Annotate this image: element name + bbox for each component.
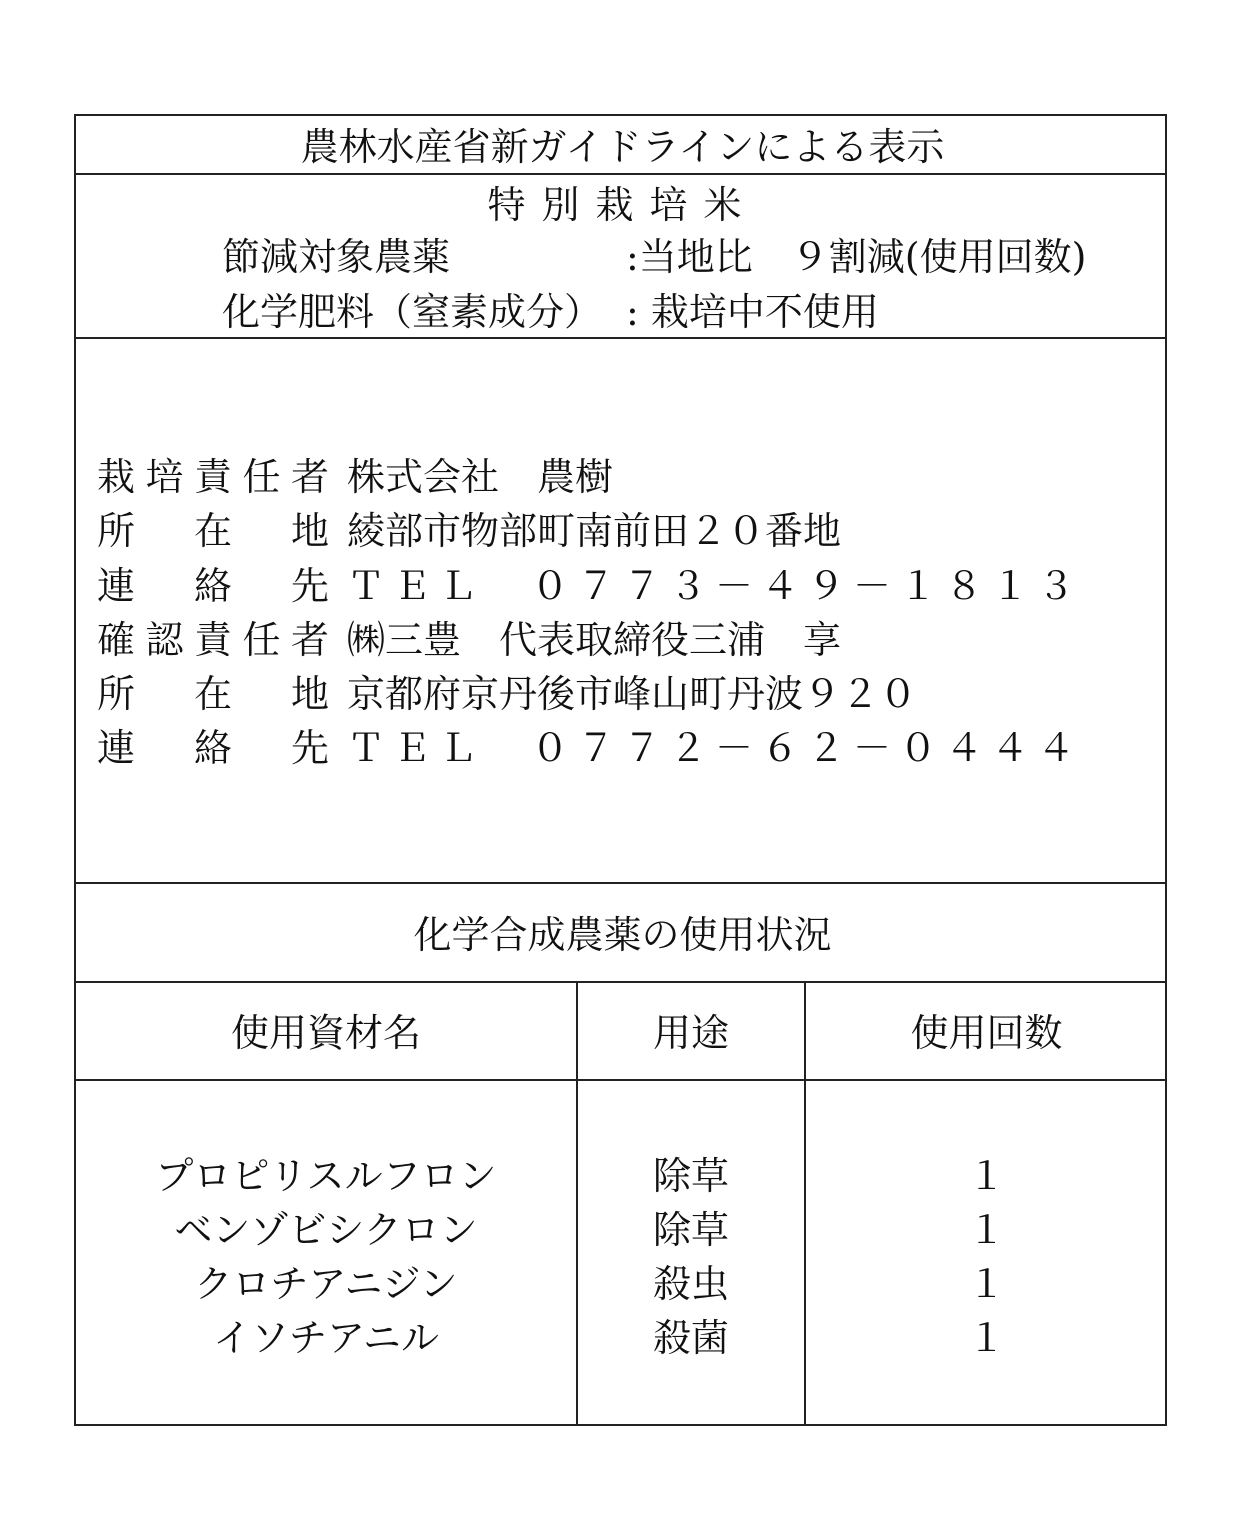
- grower-address: 綾部市物部町南前田２０番地: [347, 509, 842, 553]
- row-label: 所 在 地: [97, 509, 329, 553]
- spec-label-fertilizer: 化学肥料（窒素成分）: [222, 290, 603, 334]
- row-label: 栽 培 責 任 者: [97, 455, 329, 499]
- material-name: ベンゾビシクロン: [174, 1208, 478, 1252]
- material-purpose: 殺菌: [652, 1316, 729, 1360]
- row-label: 連 絡 先: [97, 726, 329, 770]
- grower-name: 株式会社 農樹: [347, 455, 614, 499]
- divider: [76, 981, 1165, 983]
- guideline-title: 農林水産省新ガイドラインによる表示: [300, 125, 945, 169]
- material-count: １: [967, 1154, 1006, 1198]
- row-label: 所 在 地: [97, 672, 329, 716]
- spec-label-pesticide: 節減対象農薬: [222, 235, 451, 279]
- responsible-grower-row: [97, 455, 1147, 510]
- material-purpose: 殺虫: [652, 1262, 729, 1306]
- column-header-material: 使用資材名: [230, 1011, 421, 1055]
- cultivation-label: [74, 114, 1167, 1426]
- material-count: １: [967, 1208, 1006, 1252]
- row-label: 連 絡 先: [97, 564, 329, 608]
- rice-category: 特別栽培米: [487, 183, 758, 227]
- material-purpose: 除草: [652, 1154, 729, 1198]
- confirmer-contact-row: [97, 726, 1147, 781]
- column-header-count: 使用回数: [910, 1011, 1063, 1055]
- confirmer-address: 京都府京丹後市峰山町丹波９２０: [347, 672, 918, 716]
- spec-value-fertilizer: : 栽培中不使用: [626, 290, 879, 334]
- grower-contact-row: [97, 564, 1147, 619]
- grower-address-row: [97, 509, 1147, 564]
- row-label: 確 認 責 任 者: [97, 618, 329, 662]
- material-count: １: [967, 1262, 1006, 1306]
- confirmer-address-row: [97, 672, 1147, 727]
- material-purpose: 除草: [652, 1208, 729, 1252]
- spec-value-pesticide: :当地比 ９割減(使用回数): [626, 235, 1087, 279]
- material-count: １: [967, 1316, 1006, 1360]
- responsible-confirmer-row: [97, 618, 1147, 673]
- material-name: プロピリスルフロン: [155, 1154, 497, 1198]
- column-header-purpose: 用途: [652, 1011, 729, 1055]
- divider: [76, 173, 1165, 175]
- confirmer-phone: ＴＥＬ ０７７２－６２－０４４４: [347, 726, 1084, 770]
- usage-section-title: 化学合成農薬の使用状況: [413, 913, 832, 957]
- grower-phone: ＴＥＬ ０７７３－４９－１８１３: [347, 564, 1084, 608]
- material-name: イソチアニル: [212, 1316, 440, 1360]
- divider: [76, 337, 1165, 339]
- divider: [76, 882, 1165, 884]
- confirmer-name: ㈱三豊 代表取締役三浦 享: [347, 618, 842, 662]
- divider: [76, 1079, 1165, 1081]
- material-name: クロチアニジン: [194, 1262, 458, 1306]
